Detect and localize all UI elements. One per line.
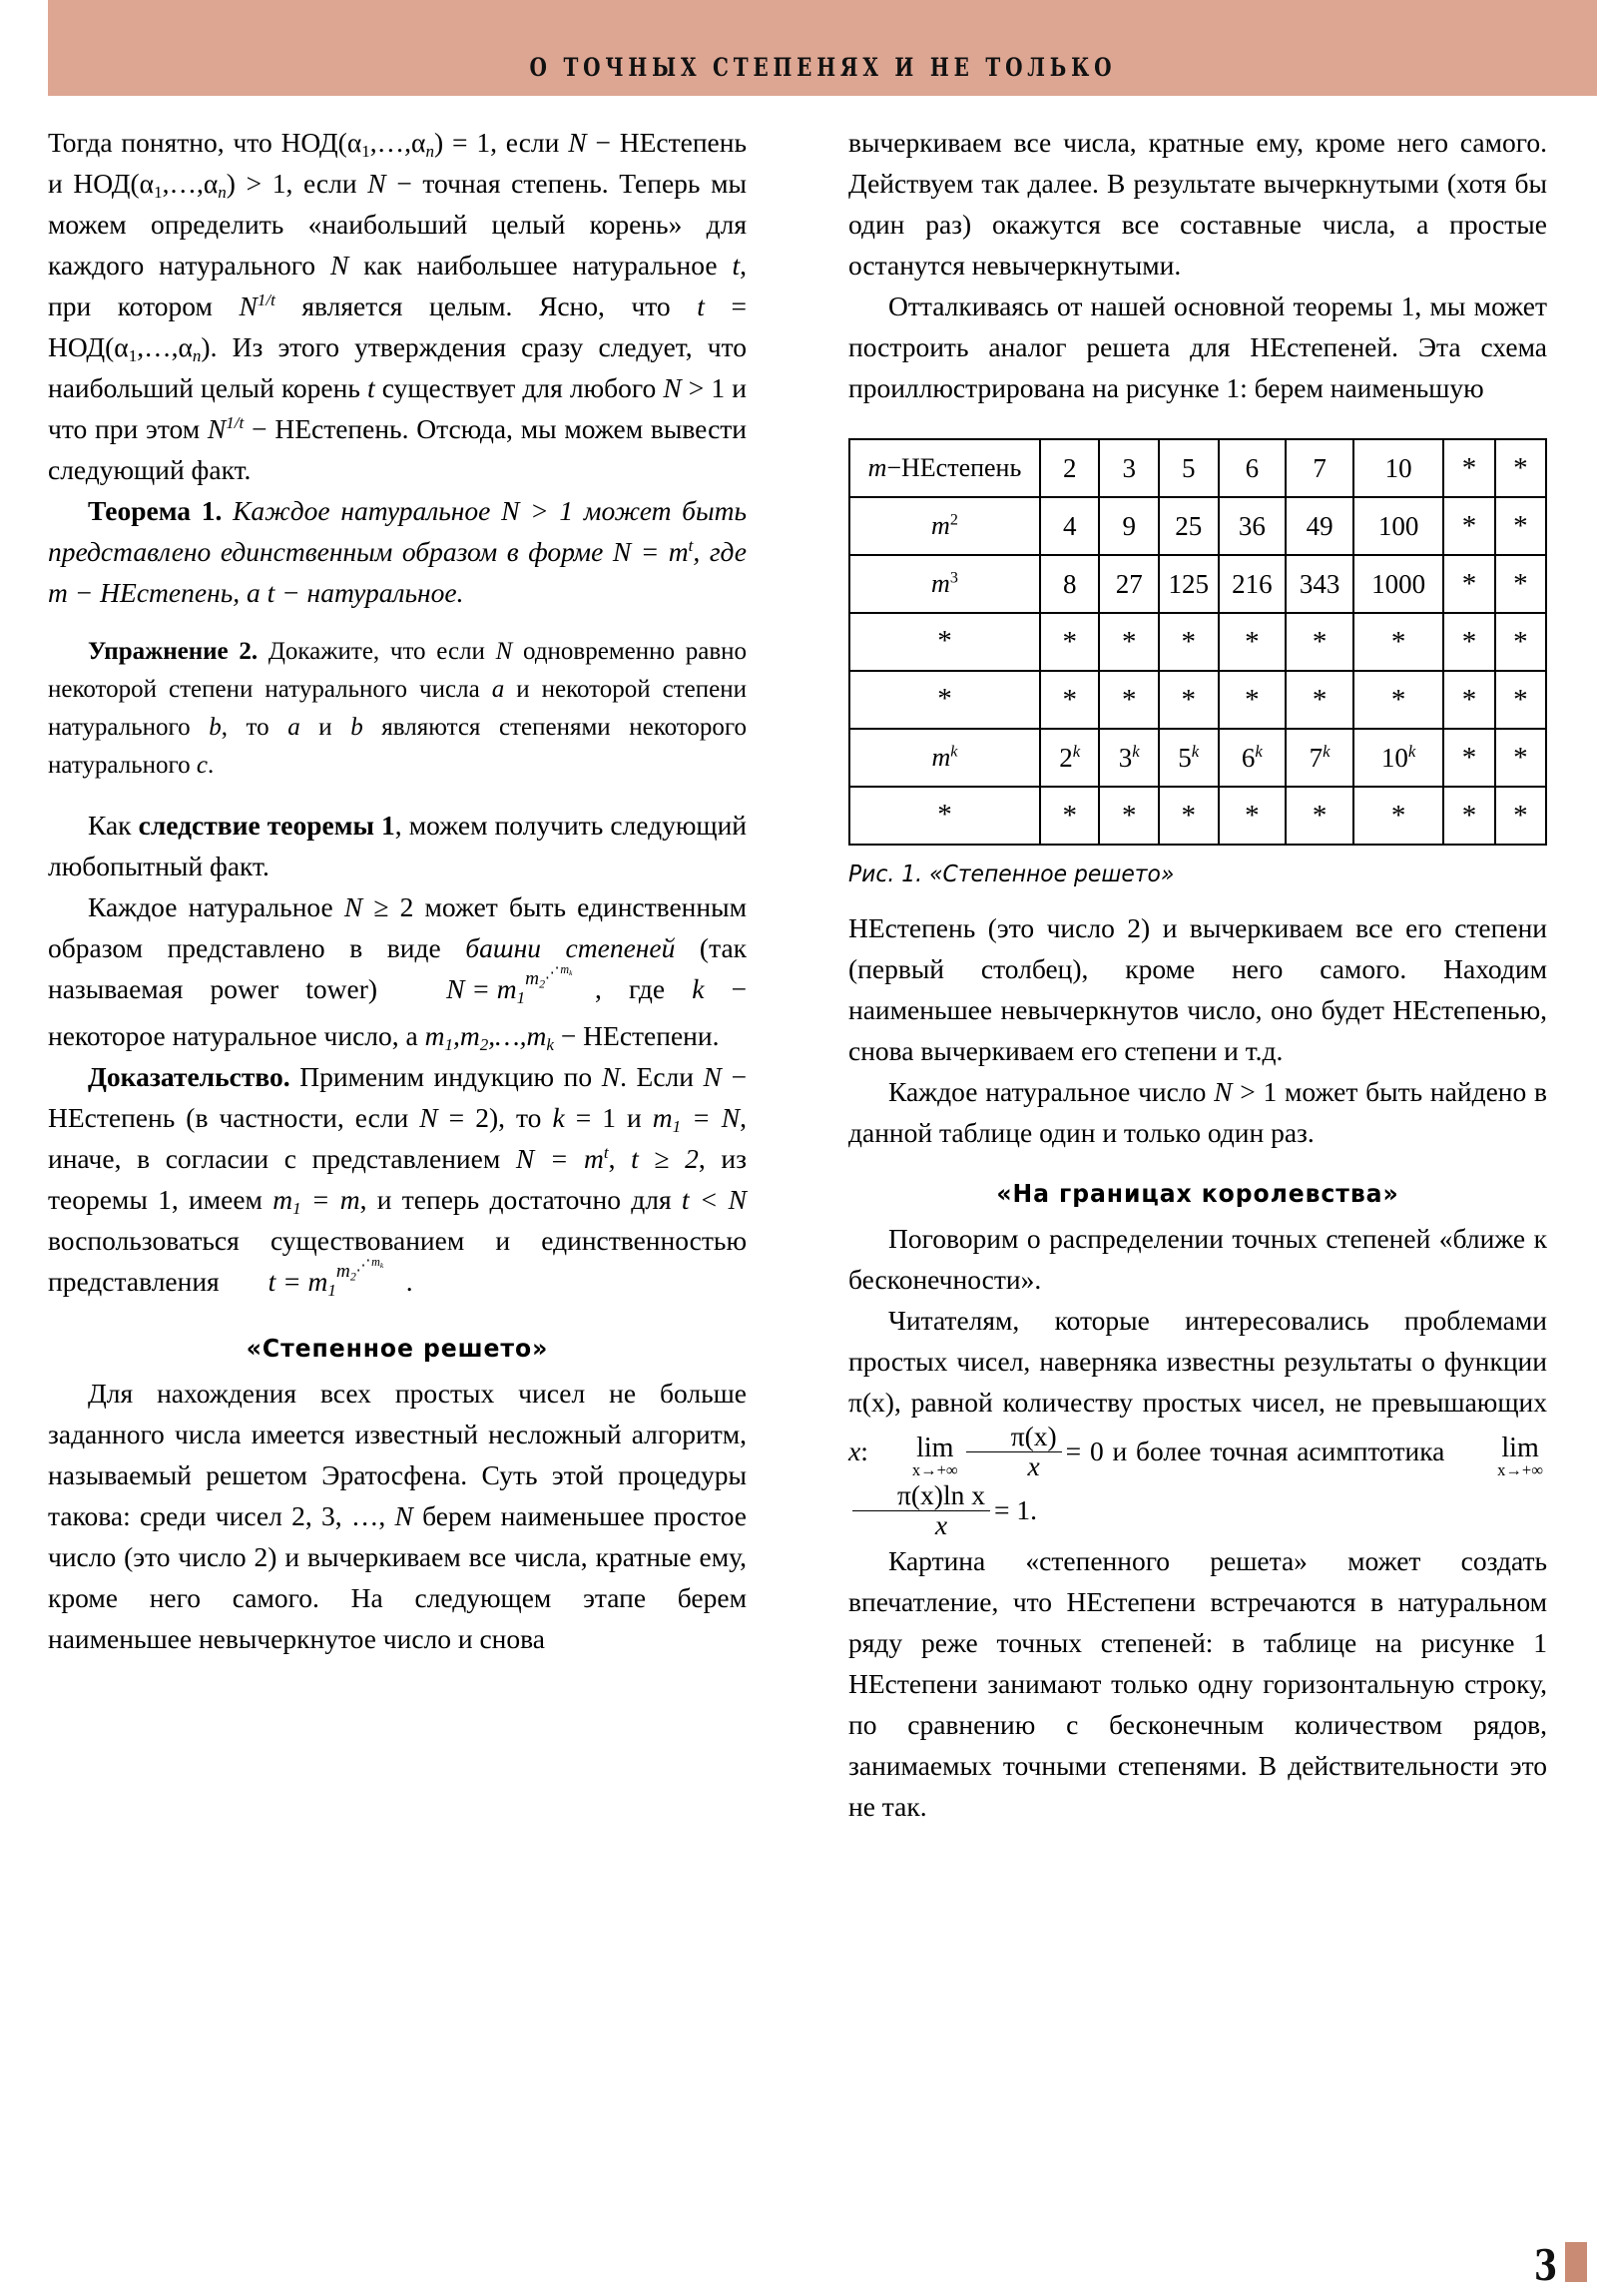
cell-value: 100 <box>1353 497 1443 555</box>
text-run: существует для любого <box>374 372 664 403</box>
math-N: N <box>329 250 349 281</box>
cell-base-7: 7 <box>1286 439 1353 497</box>
cell-value: 9 <box>1099 497 1159 555</box>
figure-1 <box>848 438 1547 887</box>
row-label-m-cubed: $m^3$ <box>849 555 1040 613</box>
lim-subscript: x→+∞ <box>911 1459 958 1479</box>
math-k: k <box>552 1102 565 1133</box>
math-m: m <box>48 577 68 608</box>
text-run: − некоторое натуральное число, а <box>48 973 748 1051</box>
cell-star: * <box>1219 787 1287 845</box>
cell-star: * <box>1495 439 1546 497</box>
cell-star: * <box>1040 613 1100 671</box>
fraction-denominator: x <box>852 1510 990 1540</box>
cell-value: 7$^k$ <box>1286 729 1353 787</box>
corollary-emphasis: следствие теоремы 1 <box>138 810 395 841</box>
table-row <box>849 439 1546 497</box>
cell-star: * <box>1443 729 1494 787</box>
cell-value: 2$^k$ <box>1040 729 1100 787</box>
cell-base-2: 2 <box>1040 439 1100 497</box>
text-run: , если <box>490 127 569 158</box>
paragraph-gcd-definition <box>48 122 747 490</box>
cell-base-5: 5 <box>1159 439 1219 497</box>
math-t: t <box>732 250 741 281</box>
paragraph-kingdom-intro: Поговорим о распределении точных степеней «ближе к бесконечности». <box>848 1223 1547 1295</box>
math-b: b <box>209 714 222 741</box>
math-N: N <box>394 1500 413 1531</box>
section-heading-sieve: «Степенное решето» <box>246 1334 549 1363</box>
math-N: N <box>663 372 682 403</box>
cell-value: 5$^k$ <box>1159 729 1219 787</box>
cell-star: * <box>1099 787 1159 845</box>
cell-star: * <box>1443 671 1494 729</box>
page-body <box>0 96 1597 2296</box>
left-column <box>48 122 747 1659</box>
row-label-m-to-k: $m^k$ <box>849 729 1040 787</box>
text-run: : <box>860 1435 868 1466</box>
cell-value: 216 <box>1219 555 1287 613</box>
math-limit-1 <box>872 1432 958 1479</box>
math-t-lt-N: t < N <box>681 1184 747 1215</box>
cell-base-10: 10 <box>1353 439 1443 497</box>
cell-value: 343 <box>1286 555 1353 613</box>
lim-operator: lim <box>916 1432 954 1463</box>
text-run: является целым. Ясно, что <box>274 290 698 321</box>
fraction-numerator: π(x)ln x <box>897 1478 985 1510</box>
math-k: k <box>692 973 705 1004</box>
cell-star: * <box>1219 671 1287 729</box>
cell-base-3: 3 <box>1099 439 1159 497</box>
cell-value: 1000 <box>1353 555 1443 613</box>
math-N: N <box>495 638 513 665</box>
text-run: . <box>208 752 215 779</box>
text-run: Применим индукцию по <box>289 1061 602 1092</box>
cell-value: 10$^k$ <box>1353 729 1443 787</box>
text-run: , где <box>693 536 748 567</box>
row-label-star: * <box>849 787 1040 845</box>
table-row <box>849 555 1546 613</box>
math-N: N <box>343 891 363 922</box>
cell-star: * <box>1099 671 1159 729</box>
text-run: Каждое натуральное число <box>888 1076 1215 1107</box>
text-run: − НЕстепень (в частности, если <box>48 1061 747 1133</box>
row-label-m-squared: $m^2$ <box>849 497 1040 555</box>
lim-operator: lim <box>1501 1432 1539 1463</box>
cell-star: * <box>1353 613 1443 671</box>
text-run: , где <box>595 973 693 1004</box>
paragraph-conclusion: Картина «степенного решета» может создать впечатление, что НЕстепени встречаются в натуральном ряду реже точных степеней: в таблице на рисунке 1 НЕстепени занимают только одну горизонтальную строку, по сравнению с бесконечным количеством рядов, занимаемых точными степенями. В действительности это не так. <box>848 1544 1547 1822</box>
table-row <box>849 729 1546 787</box>
math-power-tower-t: $t = m_1^{m_2⋰m_k}$ <box>267 1255 384 1300</box>
math-fraction-pi-over-x <box>966 1423 1062 1481</box>
cell-star: * <box>1159 787 1219 845</box>
paragraph-pi-function <box>848 1300 1547 1540</box>
cell-star: * <box>1353 787 1443 845</box>
cell-star: * <box>1443 555 1494 613</box>
text-run: > 1 может быть найдено в данной таблице один и только один раз. <box>848 1076 1547 1148</box>
text-run: Каждое натуральное <box>222 495 502 526</box>
math-limit-2-value: = 1 <box>993 1493 1031 1525</box>
text-run: Читателям, которые интересовались проблемами простых чисел, наверняка известны результаты о функции <box>848 1305 1547 1377</box>
text-run: . <box>405 1266 413 1297</box>
paragraph-theorem-1 <box>48 490 747 613</box>
section-heading-kingdom: «На границах королевства» <box>996 1179 1399 1208</box>
paragraph-sieve-continued: вычеркиваем все числа, кратные ему, кроме него самого. Действуем так далее. В результате вычеркнутыми (хотя бы один раз) окажутся все составные числа, а простые останутся невычеркнутыми. <box>848 127 1547 281</box>
text-run: , равной количеству простых чисел, не превышающих <box>893 1387 1547 1418</box>
math-a: a <box>491 676 505 703</box>
row-label-star: * <box>849 671 1040 729</box>
math-c: c <box>196 752 208 779</box>
proof-label: Доказательство. <box>88 1061 290 1092</box>
cell-star: * <box>1286 613 1353 671</box>
text-run: Для нахождения всех простых чисел не больше заданного числа имеется известный несложный алгоритм, называемый решетом Эратосфена. Суть этой процедуры такова: среди чисел 2, 3, …, <box>48 1378 747 1531</box>
cell-star: * <box>1495 497 1546 555</box>
cell-star: * <box>1495 787 1546 845</box>
cell-star: * <box>1443 787 1494 845</box>
text-run: > 1 может быть представлено единственным образом в форме <box>48 495 748 567</box>
text-run: , <box>608 1143 632 1174</box>
math-N: N <box>568 127 587 158</box>
text-run: и более точная асимптотика <box>1103 1435 1454 1466</box>
paragraph-uniqueness <box>848 1071 1547 1153</box>
math-gcd-2: $НОД(\alpha_1,\dots,\alpha_n) > 1$ <box>73 168 286 202</box>
text-run: . <box>1030 1493 1037 1525</box>
cell-star: * <box>1443 613 1494 671</box>
text-run: берем наименьшее простое число (это число 2) и вычеркиваем все числа, кратные ему, кроме него самого. На следующем этапе берем наименьшее невычеркнутое число и снова <box>48 1500 747 1654</box>
paragraph-eratosthenes <box>48 1373 747 1659</box>
running-title: О ТОЧНЫХ СТЕПЕНЯХ И НЕ ТОЛЬКО <box>529 53 1116 82</box>
paragraph-corollary-intro <box>48 805 747 886</box>
row-label-star: * <box>849 613 1040 671</box>
cell-value: 49 <box>1286 497 1353 555</box>
math-N: N <box>419 1102 438 1133</box>
text-run: Докажите, что если <box>258 638 496 665</box>
math-N-root: $N^{1/t}$ <box>239 289 275 321</box>
cell-star: * <box>1443 497 1494 555</box>
text-run: = 2), то <box>437 1102 553 1133</box>
math-power-tower-N: $N = m_1^{m_2⋰m_k}$ <box>446 962 573 1007</box>
text-run: > 1 и что при этом <box>48 372 747 444</box>
math-gcd-1: $НОД(\alpha_1,\dots,\alpha_n) = 1$ <box>280 127 491 161</box>
cell-star: * <box>1159 613 1219 671</box>
lim-subscript: x→+∞ <box>1497 1459 1543 1479</box>
math-N-eq-mt: $N = m^t$ <box>612 535 694 567</box>
text-run: = 1 и <box>564 1102 653 1133</box>
cell-value: 27 <box>1099 555 1159 613</box>
paragraph-exercise-2 <box>48 633 747 785</box>
paragraph-after-figure: НЕстепень (это число 2) и вычеркиваем все его степени (первый столбец), кроме него самого. Находим наименьшее невычеркнутов число, оно будет НЕстепенью, снова вычеркиваем его степени и т.д. <box>848 912 1547 1066</box>
math-t-ge-2: t ≥ 2 <box>631 1143 699 1174</box>
fraction-denominator: x <box>966 1451 1062 1481</box>
right-column <box>848 122 1547 1827</box>
cell-value: 3$^k$ <box>1099 729 1159 787</box>
sieve-table <box>848 438 1547 846</box>
cell-star: * <box>1286 671 1353 729</box>
cell-value: 8 <box>1040 555 1100 613</box>
text-run: воспользоваться существованием и единственностью представления <box>48 1225 747 1297</box>
table-row <box>849 497 1546 555</box>
math-pi-of-x: π(x) <box>848 1387 894 1418</box>
theorem-label: Теорема 1. <box>88 495 223 526</box>
text-run: , при котором <box>48 250 747 321</box>
cell-star: * <box>1219 613 1287 671</box>
cell-star: * <box>1495 729 1546 787</box>
math-N: N <box>703 1061 722 1092</box>
cell-star: * <box>1353 671 1443 729</box>
text-run: − натуральное. <box>274 577 464 608</box>
text-run: (так называемая power tower) <box>48 932 748 1004</box>
math-N: N <box>501 495 520 526</box>
math-N: N <box>601 1061 621 1092</box>
math-t-equals-gcd: $t = НОД(\alpha_1,\dots,\alpha_n)$ <box>48 290 747 365</box>
math-m1-eq-N: $m_1 = N$ <box>652 1102 741 1136</box>
text-run: одновременно равно некоторой степени натурального числа <box>48 638 748 703</box>
text-run: − точная степень. Теперь мы можем определить «наибольший целый корень» для каждого натурального <box>48 168 747 281</box>
text-run: , из теоремы 1, имеем <box>48 1143 747 1215</box>
cell-value: 25 <box>1159 497 1219 555</box>
corner-mark <box>1565 2242 1587 2282</box>
cell-value: 36 <box>1219 497 1287 555</box>
cell-value: 4 <box>1040 497 1100 555</box>
cell-star: * <box>1286 787 1353 845</box>
running-head <box>48 0 1597 96</box>
table-row <box>849 671 1546 729</box>
text-run: и некоторой степени натурального <box>48 676 747 741</box>
cell-star: * <box>1099 613 1159 671</box>
text-run: являются степенями некоторого натурального <box>48 714 747 779</box>
text-run: Как <box>88 810 139 841</box>
math-a: a <box>287 714 300 741</box>
math-N: N <box>1214 1076 1233 1107</box>
text-run: , можем получить следующий любопытный факт. <box>48 810 748 881</box>
text-run: . Из этого утверждения сразу следует, что наибольший целый корень <box>48 331 747 403</box>
math-t: t <box>266 577 275 608</box>
math-x: x <box>848 1435 861 1466</box>
math-b: b <box>350 714 363 741</box>
text-run: , и теперь достаточно для <box>359 1184 682 1215</box>
math-m1-eq-m: $m_1 = m$ <box>272 1184 360 1218</box>
math-N: N <box>367 168 386 199</box>
cell-star: * <box>1495 671 1546 729</box>
text-run: . Если <box>620 1061 704 1092</box>
math-limit-1-value: = 0 <box>1065 1435 1104 1466</box>
cell-star: * <box>1443 439 1494 497</box>
figure-caption: Рис. 1. «Степенное решето» <box>848 861 1175 887</box>
exercise-label: Упражнение 2. <box>88 638 259 665</box>
cell-star: * <box>1040 671 1100 729</box>
fraction-numerator: π(x) <box>1010 1421 1057 1451</box>
math-N-eq-mt: $N = m^t$ <box>515 1142 609 1174</box>
paragraph-figure-intro: Отталкиваясь от нашей основной теоремы 1, мы может построить аналог решета для НЕстепеней. Эта схема проиллюстрирована на рисунке 1: берем наименьшую <box>848 290 1547 403</box>
page-number: 3 <box>1533 2241 1557 2290</box>
text-run: , иначе, в согласии с представлением <box>48 1102 747 1174</box>
text-run: − НЕстепень. Отсюда, мы можем вывести следующий факт. <box>48 413 748 485</box>
cell-value: 125 <box>1159 555 1219 613</box>
term-power-tower: башни степеней <box>465 932 676 963</box>
cell-star: * <box>1495 613 1546 671</box>
table-row <box>849 613 1546 671</box>
text-run: , то <box>221 714 288 741</box>
text-run: − НЕстепени. <box>553 1020 720 1051</box>
cell-star: * <box>1159 671 1219 729</box>
cell-star: * <box>1040 787 1100 845</box>
paragraph-proof <box>48 1056 747 1308</box>
paragraph-power-tower <box>48 886 747 1056</box>
text-run: Тогда понятно, что <box>48 127 281 158</box>
text-run: как наибольшее натуральное <box>348 250 733 281</box>
table-row <box>849 787 1546 845</box>
row-label-m-nonpower: m−НЕстепень <box>849 439 1040 497</box>
text-run: ≥ 2 может быть единственным образом представлено в виде <box>48 891 747 963</box>
math-t: t <box>367 372 375 403</box>
text-run: Каждое натуральное <box>88 891 344 922</box>
cell-star: * <box>1495 555 1546 613</box>
text-run: и <box>299 714 351 741</box>
cell-value: 6$^k$ <box>1219 729 1287 787</box>
text-run: , если <box>285 168 368 199</box>
text-run: − НЕстепень и <box>48 127 748 199</box>
text-run: − НЕстепень, а <box>67 577 267 608</box>
math-limit-2 <box>1457 1432 1543 1479</box>
math-fraction-pi-ln-over-x <box>852 1478 990 1540</box>
math-m-list: $m_1,m_2,\dots,m_k$ <box>424 1020 554 1054</box>
math-N-root: $N^{1/t}$ <box>207 412 245 444</box>
cell-base-6: 6 <box>1219 439 1287 497</box>
